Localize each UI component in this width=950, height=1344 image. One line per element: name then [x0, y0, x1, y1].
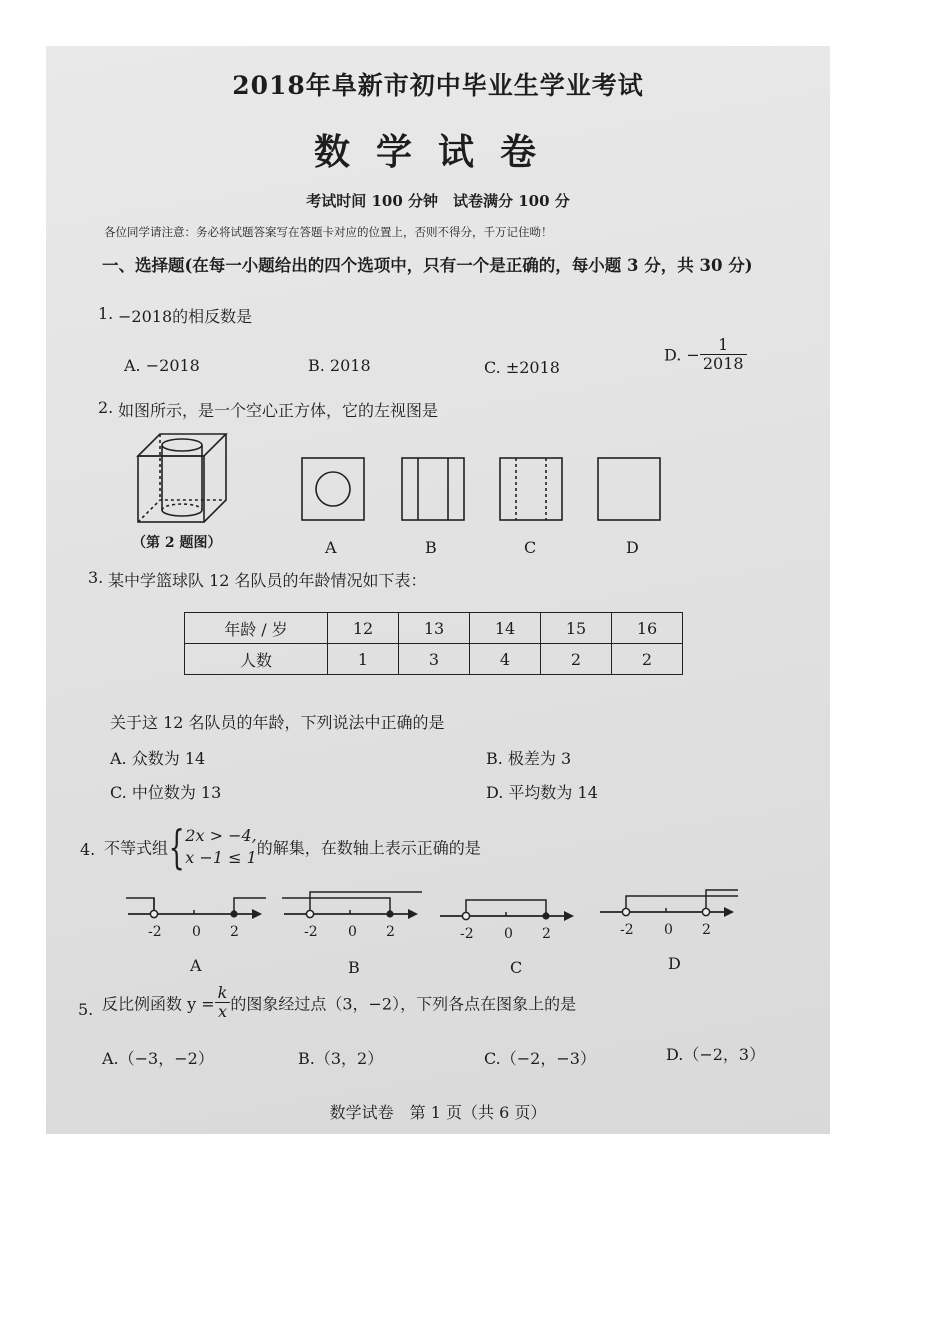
q3-option-b: B. 极差为 3	[486, 749, 572, 768]
q2-view-a	[300, 456, 366, 522]
q4-d-tick-neg2: -2	[620, 922, 634, 938]
q1-number: 1.	[98, 304, 114, 323]
q4-number: 4.	[80, 840, 96, 859]
q3-number: 3.	[88, 568, 104, 587]
q4-d-tick-2: 2	[702, 922, 711, 938]
q4-number-line-a	[126, 888, 266, 928]
q3-stem: 某中学篮球队 12 名队员的年龄情况如下表：	[108, 571, 427, 590]
q3-option-a: A. 众数为 14	[110, 749, 206, 768]
q4-a-tick-neg2: -2	[148, 924, 162, 940]
q1-option-a: A. −2018	[124, 356, 200, 375]
q2-number: 2.	[98, 398, 114, 417]
hollow-cube-figure	[134, 430, 234, 530]
q2-option-a-label: A	[325, 538, 337, 557]
q4-option-b-label: B	[348, 958, 360, 977]
q4-inequality-system	[168, 820, 257, 874]
page-footer: 数学试卷 第 1 页（共 6 页）	[329, 1103, 547, 1122]
q4-inequality-2: x −1 ≤ 1	[185, 848, 257, 867]
q1-option-d	[664, 336, 747, 374]
q4-stem-suffix: 的解集，在数轴上表示正确的是	[256, 838, 481, 858]
q1-option-d-numerator: 1	[700, 336, 747, 355]
count-cell: 3	[399, 644, 470, 675]
count-cell: 4	[470, 644, 541, 675]
q5-fraction-numerator: k	[215, 984, 231, 1003]
q4-b-tick-neg2: -2	[304, 924, 318, 940]
count-cell: 2	[612, 644, 683, 675]
q4-option-a-label: A	[190, 956, 202, 975]
q4-d-tick-0: 0	[664, 922, 673, 938]
q5-stem	[102, 984, 576, 1022]
q1-option-d-fraction	[700, 336, 747, 374]
q2-stem: 如图所示，是一个空心正方体，它的左视图是	[118, 401, 439, 420]
q1-option-c: C. ±2018	[484, 358, 560, 377]
q5-option-b: B.（3，2）	[298, 1049, 384, 1068]
q4-b-tick-0: 0	[348, 924, 357, 940]
age-table-header-count: 人数	[185, 644, 328, 675]
q5-option-c: C.（−2，−3）	[484, 1049, 596, 1068]
q4-number-line-b	[282, 888, 422, 928]
q2-view-d	[596, 456, 662, 522]
q5-fraction	[215, 984, 231, 1022]
q2-figure-caption: （第 2 题图）	[132, 535, 222, 551]
q2-view-c	[498, 456, 564, 522]
q2-option-d-label: D	[626, 538, 639, 557]
q1-option-d-denominator: 2018	[702, 354, 744, 374]
q3-question: 关于这 12 名队员的年龄，下列说法中正确的是	[110, 713, 445, 732]
q4-number-line-d	[598, 886, 738, 926]
count-cell: 1	[328, 644, 399, 675]
exam-notice: 各位同学请注意：务必将试题答案写在答题卡对应的位置上，否则不得分，千万记住呦！	[104, 225, 553, 239]
age-cell: 12	[328, 613, 399, 644]
exam-name: 2018年阜新市初中毕业生学业考试	[232, 71, 644, 100]
q4-c-tick-0: 0	[504, 926, 513, 942]
q1-option-d-label: D. −	[664, 345, 700, 365]
q4-option-c-label: C	[510, 958, 523, 977]
section-heading-choice: 一、选择题(在每一小题给出的四个选项中，只有一个是正确的，每小题 3 分，共 30 分)	[102, 256, 753, 275]
q4-a-tick-2: 2	[230, 924, 239, 940]
q5-option-d: D.（−2，3）	[666, 1045, 766, 1064]
paper-title: 数学试卷	[313, 131, 562, 173]
exam-page	[46, 46, 830, 1134]
q4-a-tick-0: 0	[192, 924, 201, 940]
q4-c-tick-2: 2	[542, 926, 551, 942]
q1-stem: −2018的相反数是	[118, 307, 253, 326]
age-table-row-counts	[185, 644, 683, 675]
q4-c-tick-neg2: -2	[460, 926, 474, 942]
q4-option-d-label: D	[668, 954, 681, 973]
q4-b-tick-2: 2	[386, 924, 395, 940]
q4-number-line-c	[438, 890, 578, 930]
q3-option-c: C. 中位数为 13	[110, 783, 222, 802]
q5-option-a: A.（−3，−2）	[102, 1049, 214, 1068]
q4-inequality-1: 2x > −4,	[185, 826, 257, 846]
q2-option-b-label: B	[425, 538, 437, 557]
age-table-header-age: 年龄 / 岁	[185, 613, 328, 644]
age-cell: 16	[612, 613, 683, 644]
q5-stem-suffix: 的图象经过点（3，−2），下列各点在图象上的是	[230, 994, 577, 1014]
age-cell: 15	[541, 613, 612, 644]
exam-time-info: 考试时间 100 分钟 试卷满分 100 分	[306, 192, 570, 210]
q4-stem	[104, 820, 481, 874]
q4-stem-prefix: 不等式组	[104, 838, 169, 858]
q3-option-d: D. 平均数为 14	[486, 783, 598, 802]
q2-option-c-label: C	[524, 538, 537, 557]
q5-number: 5.	[78, 1000, 94, 1019]
age-table	[184, 612, 683, 675]
q4-inequality-lines	[185, 825, 256, 868]
q5-fraction-denominator: x	[217, 1002, 227, 1022]
age-cell: 14	[470, 613, 541, 644]
q2-view-b	[400, 456, 466, 522]
age-cell: 13	[399, 613, 470, 644]
q1-option-b: B. 2018	[308, 356, 371, 375]
q5-stem-prefix: 反比例函数 y =	[102, 994, 215, 1014]
q4-left-brace: {	[168, 820, 185, 874]
age-table-row-ages	[185, 613, 683, 644]
count-cell: 2	[541, 644, 612, 675]
